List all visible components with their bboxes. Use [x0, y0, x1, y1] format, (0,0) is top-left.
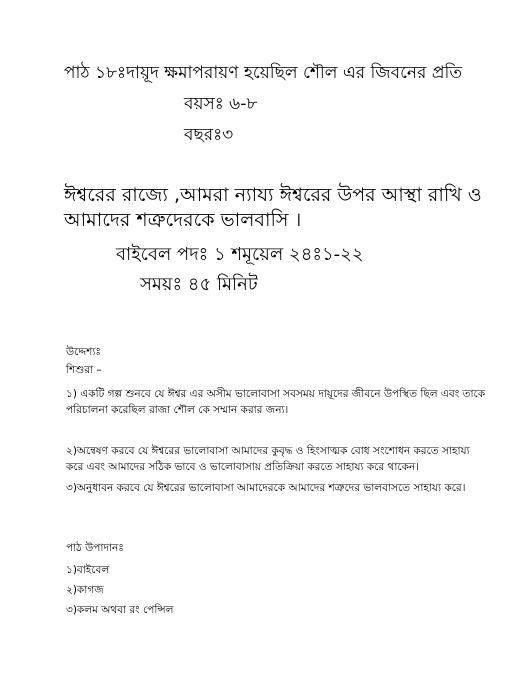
objectives-heading: উদ্দেশ্যঃ [66, 346, 102, 358]
bible-verse: বাইবেল পদঃ ১ শমূয়েল ২৪ঃ১-২২ [116, 244, 364, 265]
objectives-audience: শিশুরা – [66, 364, 102, 376]
material-item: ২)কাগজ [66, 584, 104, 596]
lesson-duration: সময়ঃ ৪৫ মিনিট [140, 274, 258, 295]
lesson-title: পাঠ ১৮ঃদায়ূদ ক্ষমাপরায়ণ হয়েছিল শৌল এর জিবনের প্রতি [64, 63, 463, 83]
lesson-theme: ঈশ্বরের রাজ্যে ,আমরা ন্যায্য ঈশ্বরের উপর আস্থা রাখি ও আমাদের শত্রুদেরকে ভালবাসি । [64, 184, 482, 231]
material-item: ১)বাইবেল [66, 564, 110, 576]
objective-item: ২)অন্বেষণ করবে যে ঈশ্বরের ভালোবাসা আমাদের কুবৃদ্ধ ও হিংসাত্মক বোধ সংশোধন করতে সাহায্য করে এবং আমাদের সঠিক ভাবে ও ভালোবাসায় প্রতিক্রিয়া করতে সাহায্য করে থাকেন। [66, 445, 470, 474]
materials-heading: পাঠ উপাদানঃ [66, 542, 124, 554]
objective-item: ৩)অনুধাবন করবে যে ঈশ্বরের ভালোবাসা আমাদেরকে আমাদের শত্রুদের ভালবাসতে সাহায্য করে। [66, 482, 466, 494]
age-range: বয়সঃ ৬-৮ [184, 94, 258, 114]
material-item: ৩)কলম অথবা রং পেন্সিল [66, 604, 174, 616]
year-level: বছরঃ৩ [184, 125, 234, 145]
objective-item: ১) একটি গল্প শুনবে যে ঈশ্বর এর অসীম ভালোবাসা সবসময় দায়ূদের জীবনে উপস্থিত ছিল এবং তাকে পরিচালনা করেছিল রাজা শৌল কে সম্মান করার জন্য। [66, 388, 486, 417]
